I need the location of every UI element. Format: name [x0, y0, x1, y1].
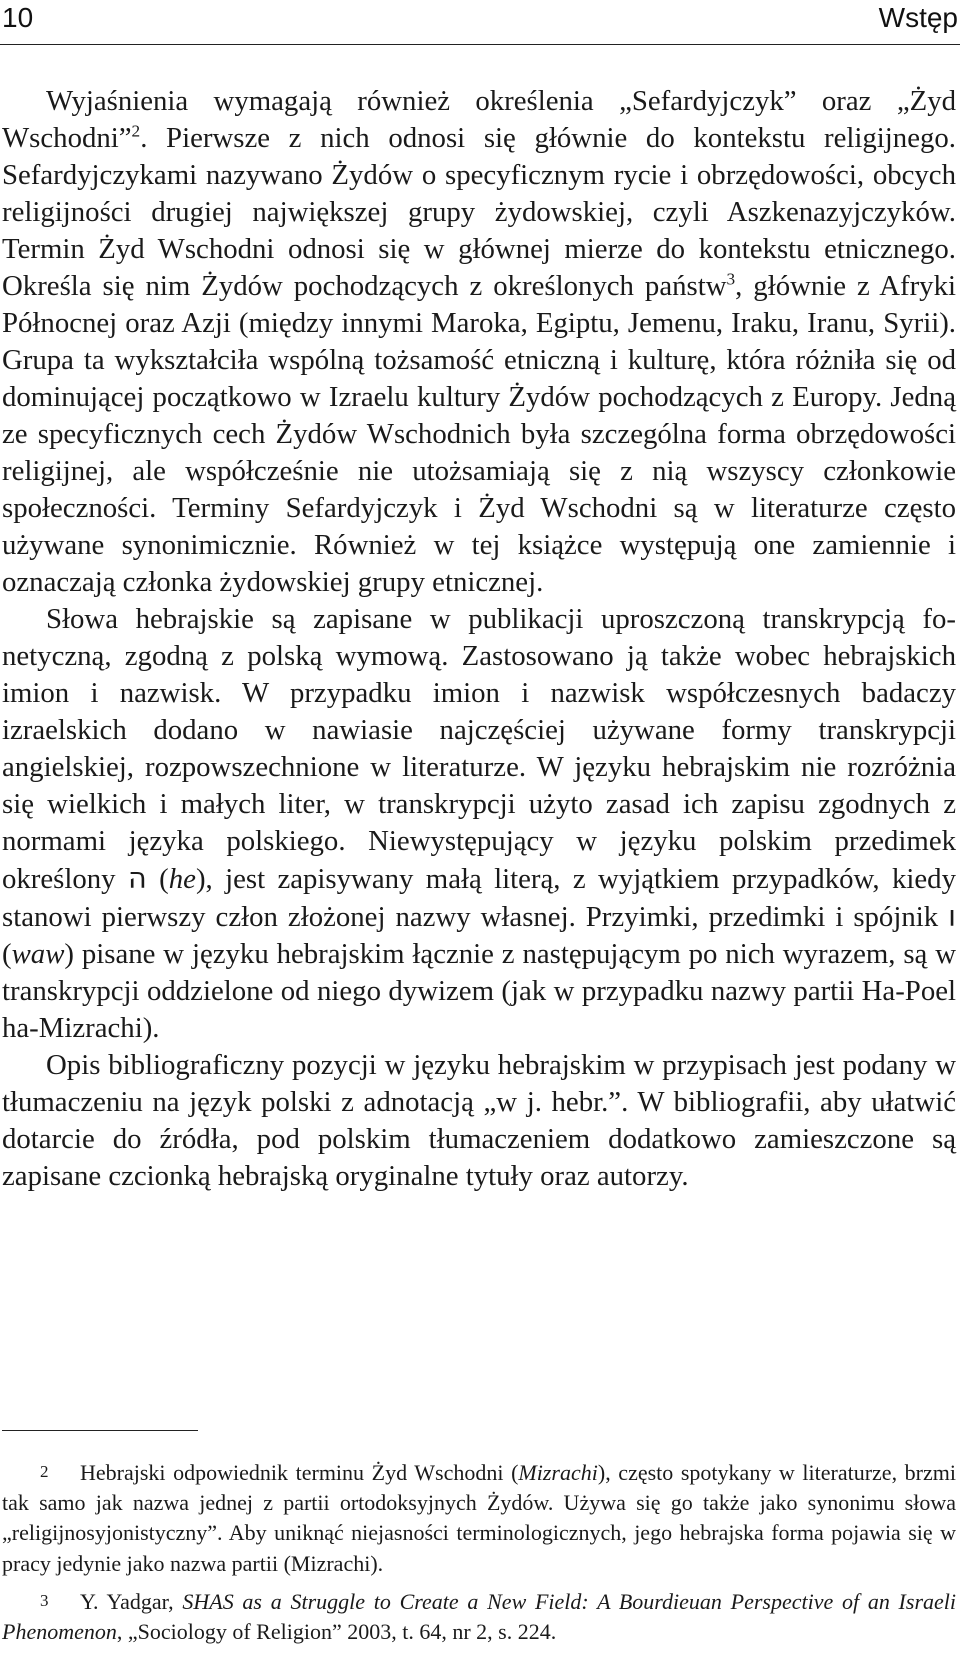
footnote-number: 2	[40, 1462, 49, 1481]
hebrew-letter-waw: ו	[948, 899, 956, 933]
paragraph-1: Wyjaśnienia wymagają również określenia „Sefardyjczyk” oraz „Żyd Wschodni”$^2$. Pierwsze z nich odnosi się głównie do kontekstu religijnego. Sefardyjczykami nazywano Żydów o specyficznym rycie i obrzędowości, obcych religijności drugiej największej grupy żydowskiej, czyli Aszkenazyjczyków. Termin Żyd Wschodni odnosi się w głównej mierze do kontekstu etnicznego. Określa się nim Żydów pochodzących z określonych państw$^3$, głównie z Afryki Północnej oraz Azji (między innymi Maroka, Egiptu, Jemenu, Iraku, Iranu, Syrii). Grupa ta wykształciła wspólną tożsamość etniczną i kulturę, która różniła się od dominującej początkowo w Izraelu kultury Żydów pochodzących z Europy. Jedną ze specyficznych cech Żydów Wschodnich była szczególna forma obrzędowości religijnej, ale współcześnie nie utożsamiają się z nią wszyscy członkowie społeczności. Terminy Sefardyjczyk i Żyd Wschodni są w literaturze często używane synonimicznie. Również w tej książce występują one zamiennie i oznaczają członka żydowskiej grupy etnicznej.	[2, 85, 956, 598]
footnote-ref-3[interactable]: 3	[726, 269, 736, 289]
footnote-number: 3	[40, 1590, 49, 1610]
transliteration-waw: waw	[11, 938, 65, 970]
section-title: Wstęp	[878, 2, 958, 33]
footnote-3: 3 Y. Yadgar, SHAS as a Struggle to Create a New Field: A Bourdieuan Perspective of an Israeli Phenomenon, „Sociology of Religion” 2003, t. 64, nr 2, s. 224.	[2, 1586, 956, 1647]
paragraph-2: Słowa hebrajskie są zapisane w publikacji uproszczoną transkrypcją fonetyczną, zgodną z polską wymową. Zastosowano ją także wobec hebrajskich imion i nazwisk. W przypadku imion i nazwisk współczesnych badaczy izraelskich dodano w nawiasie najczęściej używane formy transkrypcji angielskiej, rozpowszechnione w literaturze. W języku hebrajskim nie rozróżnia się wielkich i małych liter, w transkrypcji użyto zasad ich zapisu zgodnych z normami języka polskiego. Niewystępujący w języku polskim przedimek określony ה (he), jest zapisywany małą literą, z wyjątkiem przypadków, kiedy stanowi pierwszy człon złożonej nazwy własnej. Przyimki, przedimki i spójnik ו (waw) pisane w języku hebrajskim łącznie z następującym po nich wyrazem, są w transkrypcji oddzielone od niego dywizem (jak w przypadku nazwy partii Ha-Poel ha-Mizrachi).	[2, 603, 956, 1044]
running-header	[0, 0, 960, 45]
hebrew-letter-he: ה	[127, 861, 147, 895]
paragraph-3: Opis bibliograficzny pozycji w języku hebrajskim w przypisach jest podany w tłumaczeniu na język polski z adnotacją „w j. hebr.”. W bibliografii, aby ułatwić dotarcie do źródła, pod polskim tłumaczeniem dodatkowo zamieszczone są zapisane czcionką hebrajską oryginalne tytuły oraz autorzy.	[2, 1049, 956, 1192]
main-text	[2, 83, 956, 1195]
footnote-separator	[2, 1430, 198, 1431]
footnote-ref-2[interactable]: 2	[131, 121, 141, 141]
page-number: 10	[2, 2, 34, 33]
footnote-2: 2 Hebrajski odpowiednik terminu Żyd Wschodni (Mizrachi), często spotykany w literaturze, brzmi tak samo jak nazwa jednej z partii ortodoksyjnych Żydów. Używa się go także jako synonimu słowa „religijnosyjonistyczny”. Aby uniknąć niejasności terminologicznych, jego hebrajska forma pojawia się w pracy jedynie jako nazwa partii (Mizrachi).	[2, 1457, 956, 1579]
transliteration-he: he	[168, 863, 196, 895]
footnotes	[2, 1457, 956, 1647]
